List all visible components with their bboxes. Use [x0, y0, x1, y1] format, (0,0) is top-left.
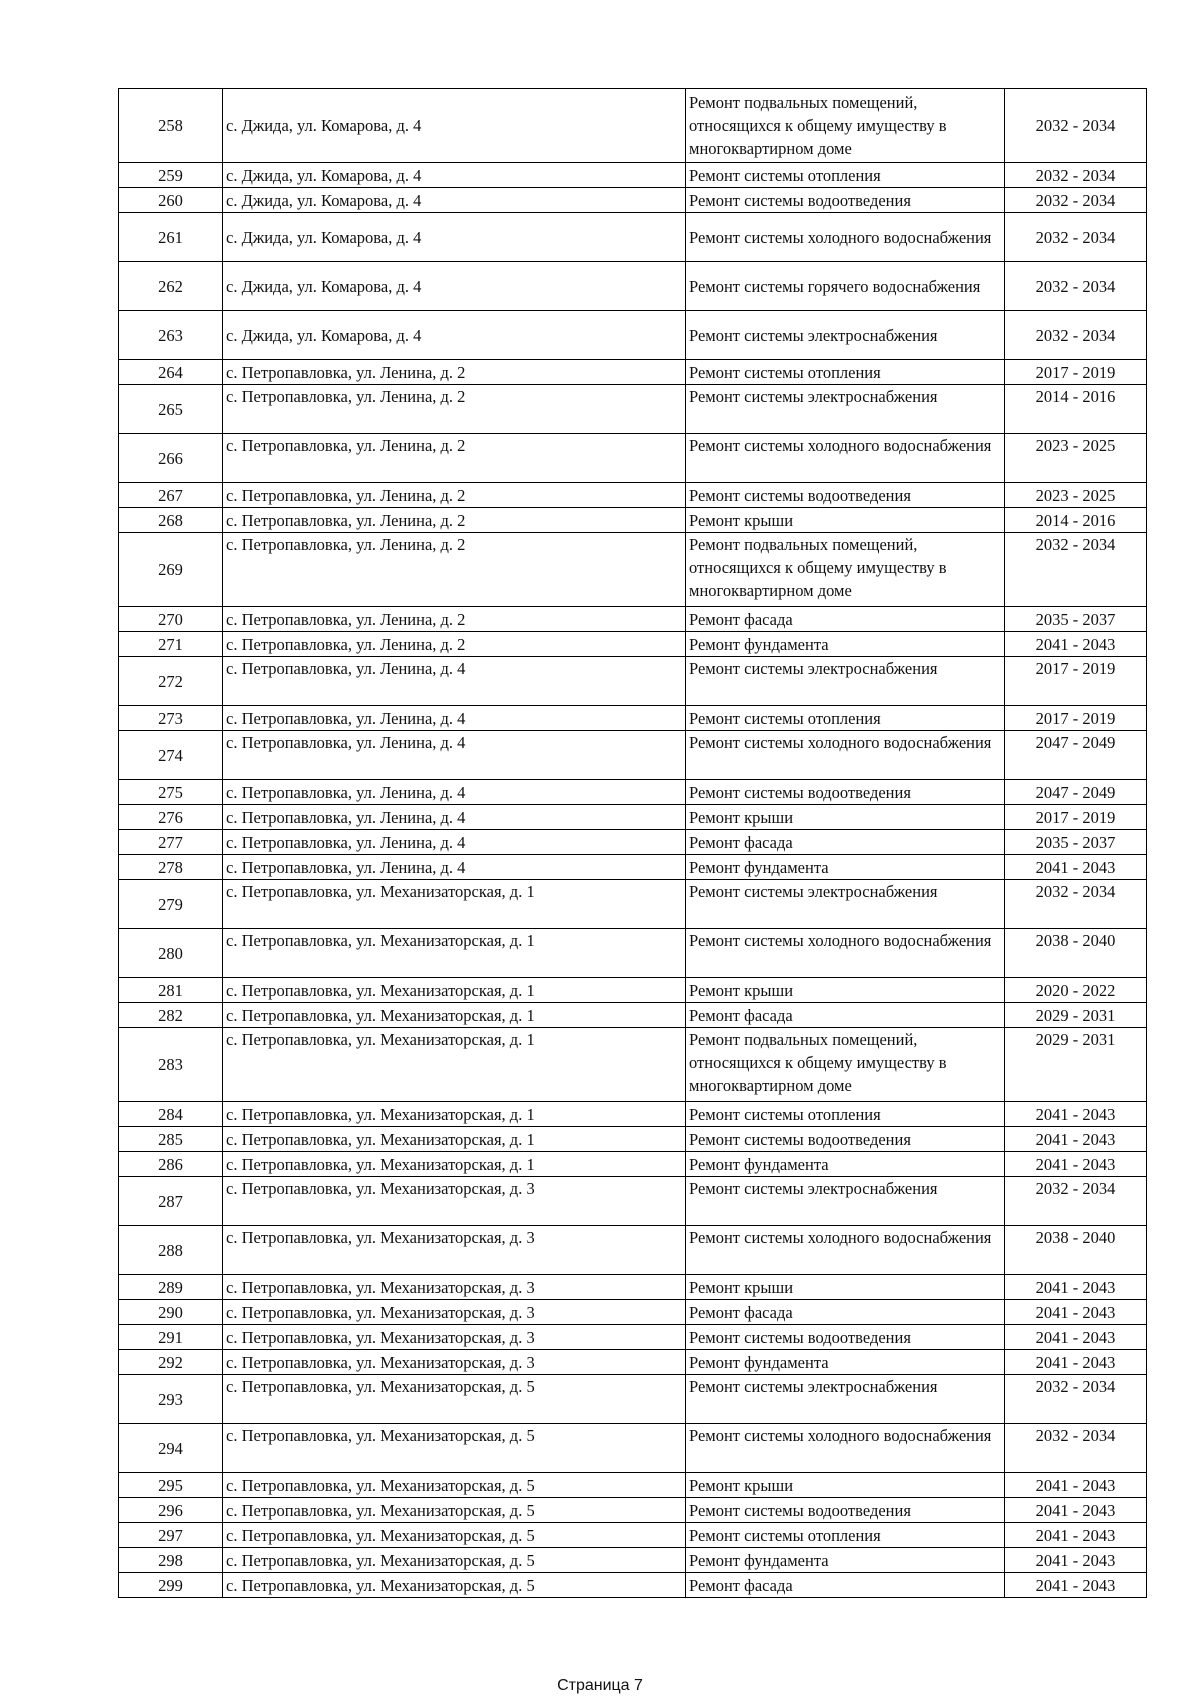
work-type-cell: Ремонт системы электроснабжения — [686, 880, 1005, 929]
row-number-cell: 273 — [119, 706, 223, 731]
row-number-cell: 274 — [119, 731, 223, 780]
address-cell: с. Петропавловка, ул. Ленина, д. 2 — [223, 385, 686, 434]
table-row — [119, 89, 1147, 163]
row-number-cell: 299 — [119, 1573, 223, 1598]
row-number-cell: 285 — [119, 1127, 223, 1152]
address-cell: с. Джида, ул. Комарова, д. 4 — [223, 262, 686, 311]
work-type-cell: Ремонт фундамента — [686, 1350, 1005, 1375]
table-row — [119, 434, 1147, 483]
address-cell: с. Петропавловка, ул. Ленина, д. 4 — [223, 706, 686, 731]
table-row — [119, 731, 1147, 780]
period-cell: 2017 - 2019 — [1005, 360, 1147, 385]
table-row — [119, 1275, 1147, 1300]
period-cell: 2032 - 2034 — [1005, 880, 1147, 929]
table-row — [119, 483, 1147, 508]
work-type-cell: Ремонт крыши — [686, 1275, 1005, 1300]
work-type-cell: Ремонт фасада — [686, 607, 1005, 632]
table-row — [119, 1498, 1147, 1523]
work-type-cell: Ремонт системы водоотведения — [686, 483, 1005, 508]
period-cell: 2047 - 2049 — [1005, 731, 1147, 780]
work-type-cell: Ремонт фасада — [686, 1300, 1005, 1325]
table-row — [119, 1300, 1147, 1325]
row-number-cell: 269 — [119, 533, 223, 607]
work-type-cell: Ремонт системы отопления — [686, 1102, 1005, 1127]
address-cell: с. Петропавловка, ул. Ленина, д. 4 — [223, 855, 686, 880]
table-row — [119, 508, 1147, 533]
table-row — [119, 607, 1147, 632]
row-number-cell: 272 — [119, 657, 223, 706]
work-type-cell: Ремонт фасада — [686, 830, 1005, 855]
work-type-cell: Ремонт системы водоотведения — [686, 1127, 1005, 1152]
row-number-cell: 296 — [119, 1498, 223, 1523]
table-body — [119, 89, 1147, 1598]
table-row — [119, 1548, 1147, 1573]
address-cell: с. Петропавловка, ул. Ленина, д. 4 — [223, 830, 686, 855]
address-cell: с. Петропавловка, ул. Механизаторская, д. 1 — [223, 978, 686, 1003]
table-row — [119, 533, 1147, 607]
period-cell: 2032 - 2034 — [1005, 213, 1147, 262]
work-type-cell: Ремонт системы электроснабжения — [686, 1177, 1005, 1226]
table-row — [119, 1226, 1147, 1275]
address-cell: с. Петропавловка, ул. Механизаторская, д. 5 — [223, 1548, 686, 1573]
work-type-cell: Ремонт системы отопления — [686, 706, 1005, 731]
address-cell: с. Джида, ул. Комарова, д. 4 — [223, 311, 686, 360]
work-type-cell: Ремонт системы холодного водоснабжения — [686, 1226, 1005, 1275]
work-type-cell: Ремонт подвальных помещений, относящихся к общему имуществу в многоквартирном доме — [686, 89, 1005, 163]
work-type-cell: Ремонт крыши — [686, 1473, 1005, 1498]
row-number-cell: 293 — [119, 1375, 223, 1424]
table-row — [119, 262, 1147, 311]
address-cell: с. Петропавловка, ул. Механизаторская, д. 3 — [223, 1300, 686, 1325]
row-number-cell: 294 — [119, 1424, 223, 1473]
table-row — [119, 805, 1147, 830]
row-number-cell: 266 — [119, 434, 223, 483]
address-cell: с. Петропавловка, ул. Механизаторская, д. 1 — [223, 1003, 686, 1028]
table-row — [119, 1350, 1147, 1375]
period-cell: 2014 - 2016 — [1005, 385, 1147, 434]
row-number-cell: 298 — [119, 1548, 223, 1573]
table-row — [119, 311, 1147, 360]
row-number-cell: 283 — [119, 1028, 223, 1102]
work-type-cell: Ремонт фасада — [686, 1573, 1005, 1598]
address-cell: с. Петропавловка, ул. Механизаторская, д. 5 — [223, 1375, 686, 1424]
address-cell: с. Петропавловка, ул. Ленина, д. 2 — [223, 632, 686, 657]
period-cell: 2041 - 2043 — [1005, 855, 1147, 880]
table-row — [119, 213, 1147, 262]
period-cell: 2023 - 2025 — [1005, 483, 1147, 508]
table-row — [119, 929, 1147, 978]
work-type-cell: Ремонт системы электроснабжения — [686, 311, 1005, 360]
work-type-cell: Ремонт фундамента — [686, 1152, 1005, 1177]
address-cell: с. Петропавловка, ул. Механизаторская, д. 3 — [223, 1325, 686, 1350]
address-cell: с. Петропавловка, ул. Механизаторская, д. 1 — [223, 929, 686, 978]
work-type-cell: Ремонт системы водоотведения — [686, 1325, 1005, 1350]
address-cell: с. Петропавловка, ул. Ленина, д. 4 — [223, 805, 686, 830]
row-number-cell: 278 — [119, 855, 223, 880]
row-number-cell: 281 — [119, 978, 223, 1003]
row-number-cell: 271 — [119, 632, 223, 657]
address-cell: с. Петропавловка, ул. Механизаторская, д. 5 — [223, 1498, 686, 1523]
table-row — [119, 1523, 1147, 1548]
period-cell: 2032 - 2034 — [1005, 89, 1147, 163]
work-type-cell: Ремонт фундамента — [686, 1548, 1005, 1573]
address-cell: с. Петропавловка, ул. Механизаторская, д. 1 — [223, 1102, 686, 1127]
period-cell: 2041 - 2043 — [1005, 1498, 1147, 1523]
period-cell: 2035 - 2037 — [1005, 830, 1147, 855]
address-cell: с. Петропавловка, ул. Ленина, д. 4 — [223, 657, 686, 706]
work-type-cell: Ремонт подвальных помещений, относящихся к общему имуществу в многоквартирном доме — [686, 533, 1005, 607]
work-type-cell: Ремонт системы электроснабжения — [686, 1375, 1005, 1424]
period-cell: 2032 - 2034 — [1005, 533, 1147, 607]
work-type-cell: Ремонт системы электроснабжения — [686, 657, 1005, 706]
address-cell: с. Петропавловка, ул. Ленина, д. 2 — [223, 434, 686, 483]
row-number-cell: 261 — [119, 213, 223, 262]
row-number-cell: 264 — [119, 360, 223, 385]
address-cell: с. Петропавловка, ул. Ленина, д. 2 — [223, 607, 686, 632]
work-type-cell: Ремонт системы холодного водоснабжения — [686, 1424, 1005, 1473]
period-cell: 2038 - 2040 — [1005, 1226, 1147, 1275]
work-type-cell: Ремонт системы отопления — [686, 163, 1005, 188]
row-number-cell: 265 — [119, 385, 223, 434]
period-cell: 2017 - 2019 — [1005, 805, 1147, 830]
table-row — [119, 1424, 1147, 1473]
period-cell: 2035 - 2037 — [1005, 607, 1147, 632]
table-row — [119, 1003, 1147, 1028]
period-cell: 2041 - 2043 — [1005, 1350, 1147, 1375]
period-cell: 2032 - 2034 — [1005, 262, 1147, 311]
table-row — [119, 1177, 1147, 1226]
table-row — [119, 706, 1147, 731]
table-row — [119, 1152, 1147, 1177]
period-cell: 2041 - 2043 — [1005, 1325, 1147, 1350]
address-cell: с. Петропавловка, ул. Механизаторская, д. 1 — [223, 1028, 686, 1102]
row-number-cell: 284 — [119, 1102, 223, 1127]
address-cell: с. Петропавловка, ул. Ленина, д. 4 — [223, 780, 686, 805]
row-number-cell: 258 — [119, 89, 223, 163]
table-row — [119, 1028, 1147, 1102]
table-row — [119, 1375, 1147, 1424]
period-cell: 2029 - 2031 — [1005, 1003, 1147, 1028]
table-row — [119, 163, 1147, 188]
table-row — [119, 978, 1147, 1003]
table-row — [119, 657, 1147, 706]
work-type-cell: Ремонт системы холодного водоснабжения — [686, 434, 1005, 483]
work-type-cell: Ремонт крыши — [686, 508, 1005, 533]
address-cell: с. Джида, ул. Комарова, д. 4 — [223, 89, 686, 163]
work-type-cell: Ремонт системы горячего водоснабжения — [686, 262, 1005, 311]
row-number-cell: 276 — [119, 805, 223, 830]
table-row — [119, 1473, 1147, 1498]
work-type-cell: Ремонт подвальных помещений, относящихся к общему имуществу в многоквартирном доме — [686, 1028, 1005, 1102]
work-type-cell: Ремонт системы водоотведения — [686, 780, 1005, 805]
period-cell: 2038 - 2040 — [1005, 929, 1147, 978]
period-cell: 2041 - 2043 — [1005, 1523, 1147, 1548]
period-cell: 2032 - 2034 — [1005, 1375, 1147, 1424]
work-type-cell: Ремонт системы водоотведения — [686, 188, 1005, 213]
row-number-cell: 263 — [119, 311, 223, 360]
period-cell: 2041 - 2043 — [1005, 1102, 1147, 1127]
address-cell: с. Петропавловка, ул. Механизаторская, д. 1 — [223, 1127, 686, 1152]
row-number-cell: 288 — [119, 1226, 223, 1275]
work-type-cell: Ремонт крыши — [686, 978, 1005, 1003]
table-row — [119, 780, 1147, 805]
address-cell: с. Джида, ул. Комарова, д. 4 — [223, 163, 686, 188]
row-number-cell: 275 — [119, 780, 223, 805]
table-row — [119, 632, 1147, 657]
table-row — [119, 1325, 1147, 1350]
address-cell: с. Петропавловка, ул. Ленина, д. 4 — [223, 731, 686, 780]
period-cell: 2032 - 2034 — [1005, 163, 1147, 188]
row-number-cell: 268 — [119, 508, 223, 533]
row-number-cell: 297 — [119, 1523, 223, 1548]
period-cell: 2023 - 2025 — [1005, 434, 1147, 483]
work-type-cell: Ремонт системы водоотведения — [686, 1498, 1005, 1523]
work-type-cell: Ремонт системы холодного водоснабжения — [686, 929, 1005, 978]
table-row — [119, 188, 1147, 213]
work-type-cell: Ремонт фундамента — [686, 632, 1005, 657]
row-number-cell: 289 — [119, 1275, 223, 1300]
work-type-cell: Ремонт системы отопления — [686, 360, 1005, 385]
row-number-cell: 282 — [119, 1003, 223, 1028]
period-cell: 2017 - 2019 — [1005, 657, 1147, 706]
period-cell: 2047 - 2049 — [1005, 780, 1147, 805]
address-cell: с. Петропавловка, ул. Механизаторская, д. 5 — [223, 1424, 686, 1473]
address-cell: с. Петропавловка, ул. Ленина, д. 2 — [223, 360, 686, 385]
address-cell: с. Петропавловка, ул. Ленина, д. 2 — [223, 508, 686, 533]
row-number-cell: 291 — [119, 1325, 223, 1350]
table-row — [119, 385, 1147, 434]
row-number-cell: 280 — [119, 929, 223, 978]
row-number-cell: 259 — [119, 163, 223, 188]
row-number-cell: 279 — [119, 880, 223, 929]
address-cell: с. Джида, ул. Комарова, д. 4 — [223, 213, 686, 262]
address-cell: с. Петропавловка, ул. Механизаторская, д. 3 — [223, 1177, 686, 1226]
period-cell: 2014 - 2016 — [1005, 508, 1147, 533]
period-cell: 2041 - 2043 — [1005, 1152, 1147, 1177]
period-cell: 2041 - 2043 — [1005, 1275, 1147, 1300]
address-cell: с. Петропавловка, ул. Ленина, д. 2 — [223, 533, 686, 607]
period-cell: 2032 - 2034 — [1005, 188, 1147, 213]
address-cell: с. Петропавловка, ул. Механизаторская, д. 3 — [223, 1275, 686, 1300]
table-row — [119, 855, 1147, 880]
row-number-cell: 267 — [119, 483, 223, 508]
period-cell: 2020 - 2022 — [1005, 978, 1147, 1003]
period-cell: 2041 - 2043 — [1005, 1300, 1147, 1325]
table-row — [119, 1127, 1147, 1152]
address-cell: с. Петропавловка, ул. Механизаторская, д. 5 — [223, 1523, 686, 1548]
table-row — [119, 880, 1147, 929]
work-type-cell: Ремонт системы холодного водоснабжения — [686, 731, 1005, 780]
work-type-cell: Ремонт системы электроснабжения — [686, 385, 1005, 434]
work-type-cell: Ремонт фасада — [686, 1003, 1005, 1028]
work-type-cell: Ремонт системы холодного водоснабжения — [686, 213, 1005, 262]
work-type-cell: Ремонт фундамента — [686, 855, 1005, 880]
address-cell: с. Петропавловка, ул. Механизаторская, д. 5 — [223, 1473, 686, 1498]
address-cell: с. Петропавловка, ул. Механизаторская, д. 5 — [223, 1573, 686, 1598]
period-cell: 2041 - 2043 — [1005, 1573, 1147, 1598]
address-cell: с. Петропавловка, ул. Механизаторская, д. 3 — [223, 1350, 686, 1375]
address-cell: с. Петропавловка, ул. Ленина, д. 2 — [223, 483, 686, 508]
work-type-cell: Ремонт системы отопления — [686, 1523, 1005, 1548]
row-number-cell: 260 — [119, 188, 223, 213]
period-cell: 2017 - 2019 — [1005, 706, 1147, 731]
period-cell: 2041 - 2043 — [1005, 632, 1147, 657]
row-number-cell: 277 — [119, 830, 223, 855]
address-cell: с. Петропавловка, ул. Механизаторская, д. 1 — [223, 880, 686, 929]
table-row — [119, 1102, 1147, 1127]
work-type-cell: Ремонт крыши — [686, 805, 1005, 830]
period-cell: 2029 - 2031 — [1005, 1028, 1147, 1102]
table-row — [119, 1573, 1147, 1598]
table-row — [119, 360, 1147, 385]
row-number-cell: 287 — [119, 1177, 223, 1226]
period-cell: 2032 - 2034 — [1005, 1424, 1147, 1473]
address-cell: с. Джида, ул. Комарова, д. 4 — [223, 188, 686, 213]
table-row — [119, 830, 1147, 855]
row-number-cell: 286 — [119, 1152, 223, 1177]
period-cell: 2032 - 2034 — [1005, 1177, 1147, 1226]
row-number-cell: 295 — [119, 1473, 223, 1498]
address-cell: с. Петропавловка, ул. Механизаторская, д. 1 — [223, 1152, 686, 1177]
address-cell: с. Петропавловка, ул. Механизаторская, д. 3 — [223, 1226, 686, 1275]
period-cell: 2041 - 2043 — [1005, 1127, 1147, 1152]
period-cell: 2041 - 2043 — [1005, 1548, 1147, 1573]
row-number-cell: 292 — [119, 1350, 223, 1375]
page-number: Страница 7 — [557, 1677, 643, 1694]
row-number-cell: 290 — [119, 1300, 223, 1325]
period-cell: 2041 - 2043 — [1005, 1473, 1147, 1498]
repair-schedule-table — [118, 88, 1147, 1598]
row-number-cell: 262 — [119, 262, 223, 311]
row-number-cell: 270 — [119, 607, 223, 632]
period-cell: 2032 - 2034 — [1005, 311, 1147, 360]
